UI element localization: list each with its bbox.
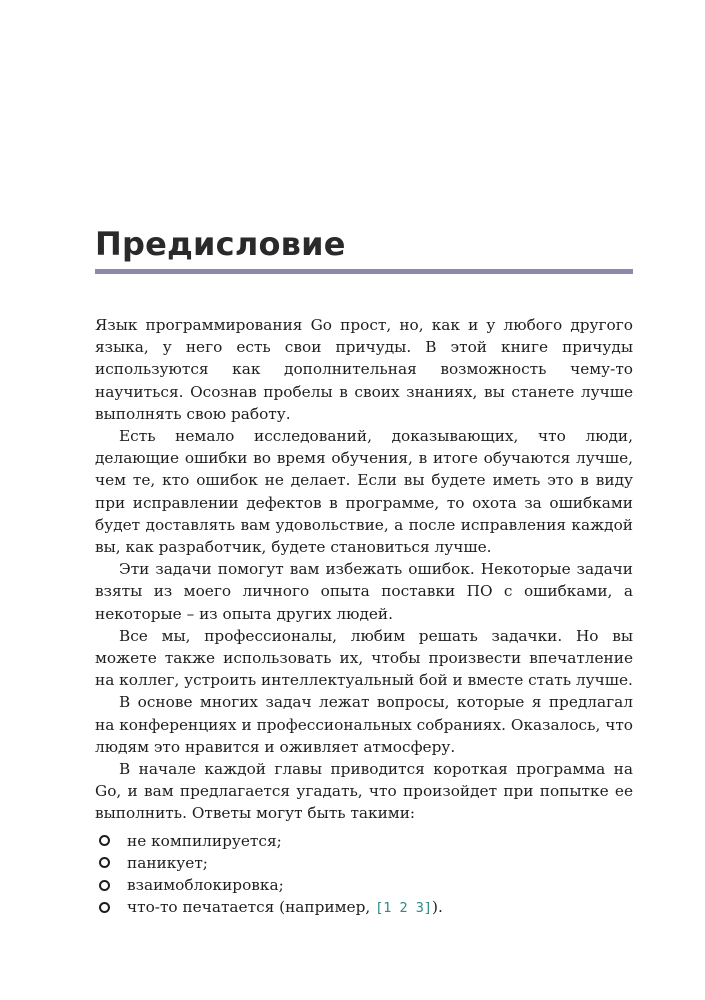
paragraph-6: В начале каждой главы приводится короткая программа на Go, и вам предлагается угадать, что произойдет при попытке ее выполнить. Ответы могут быть такими: xyxy=(95,760,633,823)
list-item xyxy=(95,896,633,918)
list-item-text: взаимоблокировка; xyxy=(127,876,284,895)
list-item-prefix: что-то печатается (например, xyxy=(127,897,376,916)
paragraph-3: Эти задачи помогут вам избежать ошибок. Некоторые задачи взяты из моего личного опыта поставки ПО с ошибками, а некоторые – из опыта других людей. xyxy=(95,560,633,623)
paragraph-5: В основе многих задач лежат вопросы, которые я предлагал на конференциях и профессиональных собраниях. Оказалось, что людям это нравится и оживляет атмосферу. xyxy=(95,693,633,756)
chapter-body xyxy=(95,314,633,918)
hollow-circle-icon xyxy=(99,902,110,913)
list-item-text: не компилируется; xyxy=(127,831,282,850)
answer-options-list xyxy=(95,830,633,919)
chapter-title: Предисловие xyxy=(95,225,346,263)
paragraph-2: Есть немало исследований, доказывающих, что люди, делающие ошибки во время обучения, в итоге обучаются лучше, чем те, кто ошибок не делает. Если вы будете иметь это в виду при исправлении дефектов в программе, то охота за ошибками будет доставлять вам удовольствие, а после исправления каждой вы, как разработчик, будете становиться лучше. xyxy=(95,427,633,557)
hollow-circle-icon xyxy=(99,857,110,868)
list-item-suffix: ). xyxy=(432,897,443,916)
paragraph-1: Язык программирования Go прост, но, как и у любого другого языка, у него есть свои причуды. В этой книге причуды используются как дополнительная возможность чему-то научиться. Осознав пробелы в своих знаниях, вы станете лучше выполнять свою работу. xyxy=(95,316,633,423)
inline-code: [1 2 3] xyxy=(375,899,432,916)
hollow-circle-icon xyxy=(99,835,110,846)
list-item-text: паникует; xyxy=(127,853,208,872)
list-item xyxy=(95,852,633,874)
title-underline-rule xyxy=(95,269,633,274)
hollow-circle-icon xyxy=(99,880,110,891)
list-item-text xyxy=(127,896,443,919)
paragraph-4: Все мы, профессионалы, любим решать задачки. Но вы можете также использовать их, чтобы произвести впечатление на коллег, устроить интеллектуальный бой и вместе стать лучше. xyxy=(95,626,633,690)
list-item xyxy=(95,830,633,852)
list-item xyxy=(95,874,633,896)
